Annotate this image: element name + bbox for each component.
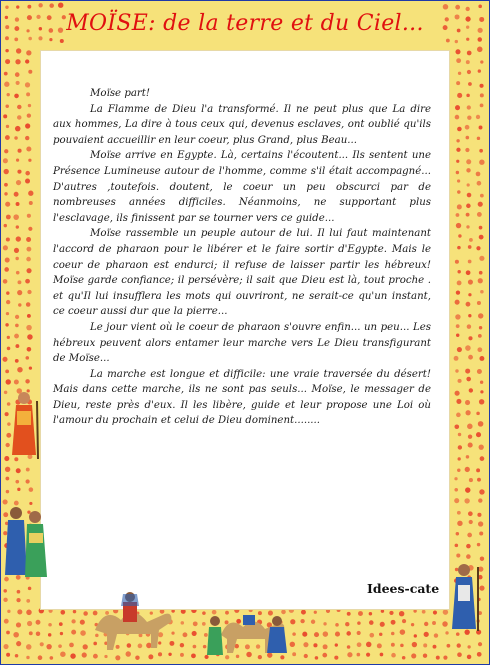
signature: Idees-cate xyxy=(367,581,440,596)
story-text xyxy=(53,86,431,429)
paragraph: Moïse part! xyxy=(90,88,150,99)
camel-rider-icon xyxy=(87,586,179,656)
paragraph: Le jour vient où le coeur de pharaon s'ouvre enfin... un peu... Les hébreux peuvent alors entamer leur marche vers Le Dieu transfigurant de Moïse... xyxy=(53,321,431,365)
paragraph: Moïse rassemble un peuple autour de lui. Il lui faut maintenant l'accord de pharaon pour le libérer et le faire sortir d'Egypte. Mais le coeur de pharaon est endurci; il refuse de laisser partir les hébreux! Moïse garde confiance; il persévère; il sait que Dieu est là, tout proche . et qu'Il lui insufflera les mots qui ouvriront, ne serait-ce qu'un instant, ce coeur aussi dur que la pierre... xyxy=(53,228,431,318)
moses-figure-icon xyxy=(7,389,41,461)
prophet-figure-icon xyxy=(447,561,481,633)
pilgrim-figure-icon xyxy=(263,613,291,655)
paragraph: La marche est longue et difficile: une vraie traversée du désert! Mais dans cette marche, ils ne sont pas seuls... Moïse, le messager de Dieu, reste près d'eux. Il les libère, guide et leur propose une Loi où l'amour du prochain et celui de Dieu dominent........ xyxy=(53,368,431,427)
paragraph: Moïse arrive en Egypte. Là, certains l'écoutent... Ils sentent une Présence Lumineuse autour de l'homme, comme s'il était accompagné... D'autres ,toutefois. doutent, le coeur un peu obscurci par de nombreuses années difficiles. Néanmoins, ne supportant plus l'esclavage, ils finissent par se tourner vers ce guide... xyxy=(53,150,431,224)
page-title: MOÏSE: de la terre et du Ciel... xyxy=(66,11,424,36)
pilgrims-group-icon xyxy=(3,503,49,581)
paragraph: La Flamme de Dieu l'a transformé. Il ne peut plus que La dire aux hommes, La dire à tous ceux qui, devenus esclaves, ont oublié qu'ils pouvaient accueillir en leur coeur, plus Grand, plus Beau... xyxy=(53,103,431,146)
